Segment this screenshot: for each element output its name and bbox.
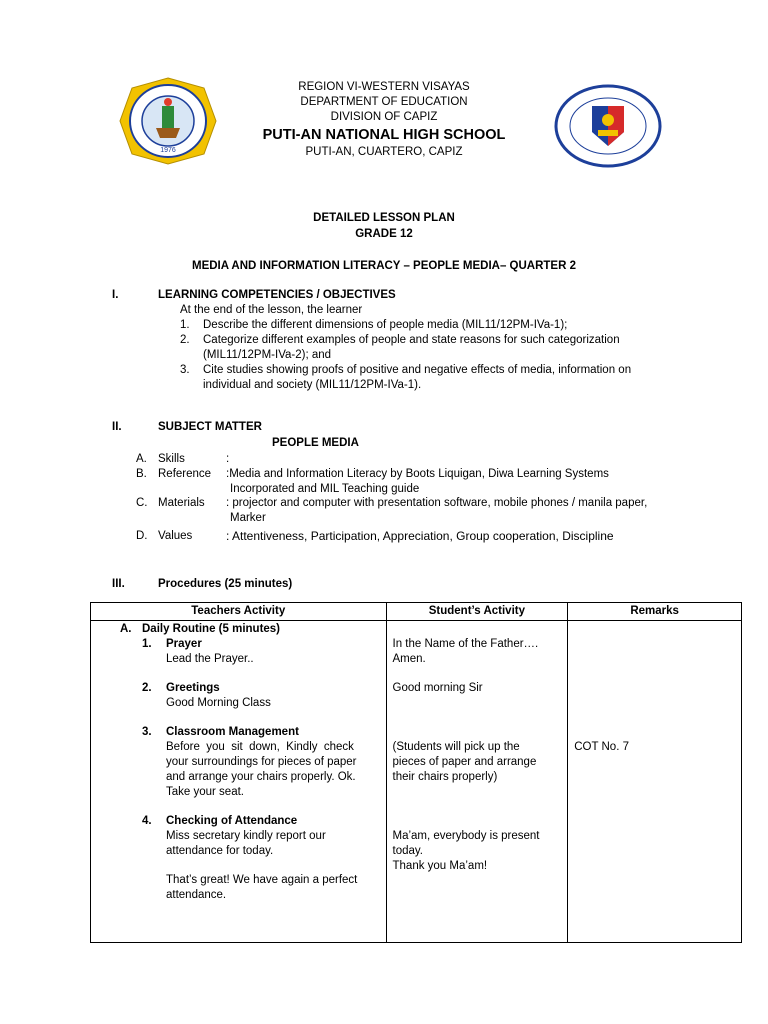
- step-line: your surroundings for pieces of paper: [166, 756, 357, 768]
- left-seal-year: 1976: [160, 147, 176, 154]
- row-value-cont: Marker: [230, 512, 266, 524]
- subject-topic: PEOPLE MEDIA: [272, 437, 359, 449]
- row-label: Values: [158, 530, 193, 542]
- section1-heading: LEARNING COMPETENCIES / OBJECTIVES: [158, 289, 396, 301]
- student-response-line: Thank you Ma’am!: [392, 860, 488, 872]
- department-line: DEPARTMENT OF EDUCATION: [300, 96, 468, 108]
- objective-item: [180, 333, 680, 363]
- section1-numeral: I.: [112, 289, 119, 301]
- procedures-table: [90, 602, 742, 943]
- row-value: :: [226, 453, 230, 465]
- row-label: Materials: [158, 497, 205, 509]
- step-line: attendance.: [166, 889, 227, 901]
- objective-number: 3.: [180, 364, 190, 376]
- table-header-row: [91, 603, 742, 621]
- row-label: Reference: [158, 468, 212, 480]
- step-line: Miss secretary kindly report our: [166, 830, 326, 842]
- school-header: [0, 80, 768, 160]
- row-letter: B.: [136, 468, 147, 480]
- section2-numeral: II.: [112, 421, 122, 433]
- row-value: : Attentiveness, Participation, Appreciation, Group cooperation, Discipline: [226, 529, 614, 543]
- step-number: 2.: [142, 682, 152, 694]
- school-address: PUTI-AN, CUARTERO, CAPIZ: [305, 146, 463, 158]
- step-line: Good Morning Class: [166, 697, 271, 709]
- step-line: Before you sit down, Kindly check: [166, 741, 354, 753]
- student-response-line: today.: [392, 845, 423, 857]
- remark-text: COT No. 7: [574, 741, 629, 753]
- step-line: attendance for today.: [166, 845, 274, 857]
- row-letter: A.: [136, 453, 147, 465]
- row-letter: C.: [136, 497, 148, 509]
- routine-letter: A.: [120, 623, 132, 635]
- student-response-line: In the Name of the Father….: [392, 638, 539, 650]
- step-number: 4.: [142, 815, 152, 827]
- step-line: and arrange your chairs properly. Ok.: [166, 771, 356, 783]
- plan-title: DETAILED LESSON PLAN: [313, 212, 455, 224]
- student-response-line: pieces of paper and arrange: [392, 756, 537, 768]
- section3-numeral: III.: [112, 578, 125, 590]
- step-title: Classroom Management: [166, 726, 299, 738]
- step-line: That’s great! We have again a perfect: [166, 874, 358, 886]
- header-students-activity: Student’s Activity: [386, 603, 568, 621]
- step-number: 1.: [142, 638, 152, 650]
- students-activity-cell: [386, 621, 568, 943]
- objective-text: Cite studies showing proofs of positive and negative effects of media, information on individual and society (MIL11/12PM-IVa-1).: [203, 364, 632, 391]
- section2-heading: SUBJECT MATTER: [158, 421, 262, 433]
- school-name: PUTI-AN NATIONAL HIGH SCHOOL: [262, 127, 506, 143]
- region-line: REGION VI-WESTERN VISAYAS: [298, 81, 470, 93]
- step-line: Take your seat.: [166, 786, 244, 798]
- row-label: Skills: [158, 453, 185, 465]
- student-response-line: their chairs properly): [392, 771, 498, 783]
- student-response-line: Amen.: [392, 653, 426, 665]
- objective-item: [180, 363, 680, 393]
- subject-title: MEDIA AND INFORMATION LITERACY – PEOPLE MEDIA– QUARTER 2: [192, 260, 576, 272]
- teachers-activity-cell: [91, 621, 387, 943]
- student-response-line: (Students will pick up the: [392, 741, 520, 753]
- header-remarks: Remarks: [568, 603, 742, 621]
- objective-number: 2.: [180, 334, 190, 346]
- objective-number: 1.: [180, 319, 190, 331]
- header-teachers-activity: Teachers Activity: [91, 603, 387, 621]
- row-value: :Media and Information Literacy by Boots Liquigan, Diwa Learning Systems: [226, 468, 609, 480]
- row-value: : projector and computer with presentation software, mobile phones / manila paper,: [226, 497, 648, 509]
- step-title: Prayer: [166, 638, 202, 650]
- division-line: DIVISION OF CAPIZ: [330, 111, 438, 123]
- table-row: [91, 621, 742, 943]
- step-title: Checking of Attendance: [166, 815, 298, 827]
- step-number: 3.: [142, 726, 152, 738]
- objective-text: Categorize different examples of people and state reasons for such categorization (MIL11/12PM-IVa-2); and: [203, 334, 620, 361]
- student-response-line: Good morning Sir: [392, 682, 483, 694]
- grade-title: GRADE 12: [355, 228, 413, 240]
- row-value-cont: Incorporated and MIL Teaching guide: [230, 483, 420, 495]
- section3-heading: Procedures (25 minutes): [158, 578, 293, 590]
- step-title: Greetings: [166, 682, 220, 694]
- objective-item: [180, 318, 680, 333]
- remarks-cell: [568, 621, 742, 943]
- student-response-line: Ma’am, everybody is present: [392, 830, 540, 842]
- row-letter: D.: [136, 530, 148, 542]
- step-line: Lead the Prayer..: [166, 653, 254, 665]
- routine-title: Daily Routine (5 minutes): [142, 623, 281, 635]
- objective-text: Describe the different dimensions of people media (MIL11/12PM-IVa-1);: [203, 319, 568, 331]
- objectives-list: [180, 318, 680, 393]
- section1-intro: At the end of the lesson, the learner: [180, 304, 363, 316]
